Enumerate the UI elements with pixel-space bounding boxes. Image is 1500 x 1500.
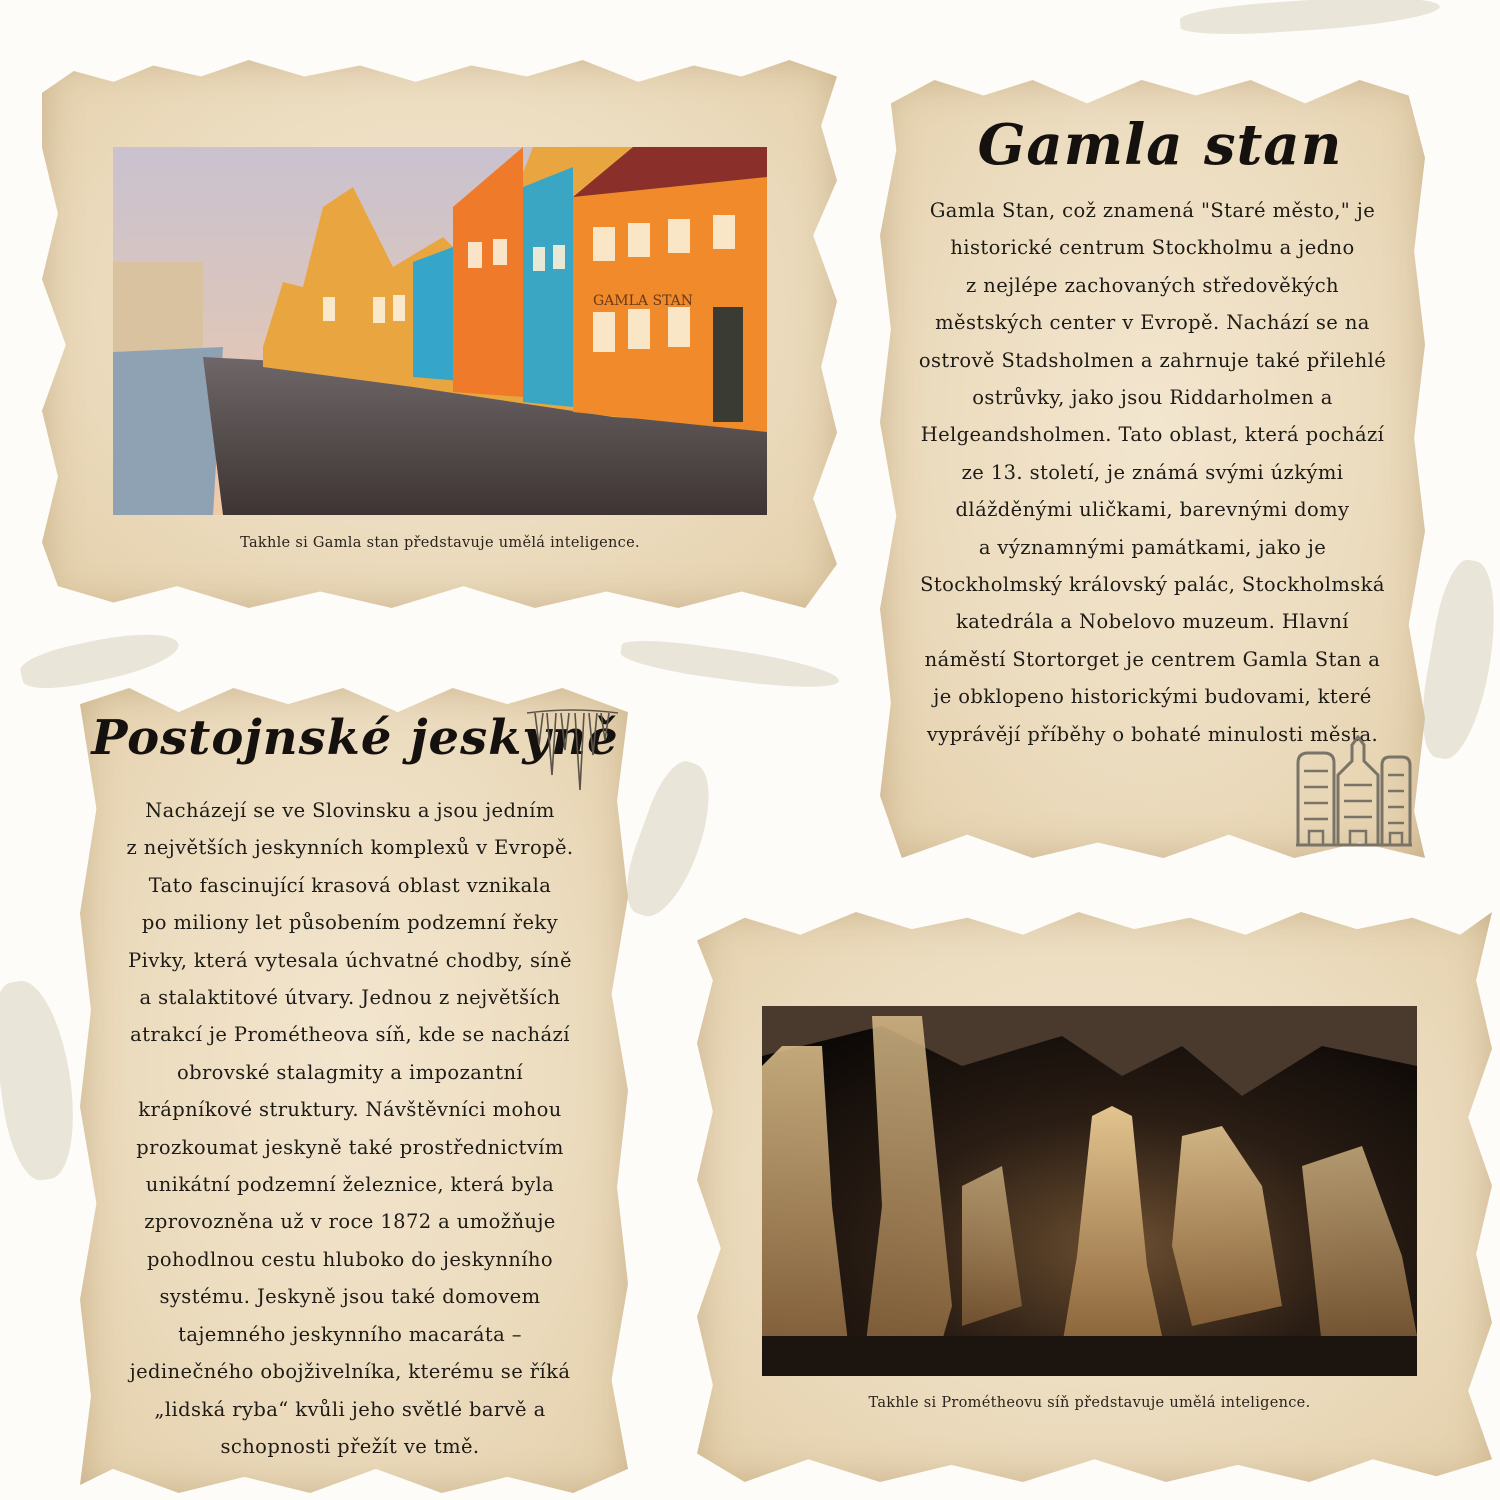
grunge-spot [619, 635, 841, 695]
text-line: krápníkové struktury. Návštěvníci mohou [138, 1098, 562, 1122]
gamla-stan-sign: GAMLA STAN [593, 293, 694, 309]
postojna-description [90, 792, 610, 1465]
text-line: je obklopeno historickými budovami, které [933, 685, 1372, 709]
text-line: městských center v Evropě. Nachází se na [935, 311, 1370, 335]
text-line: schopnosti přežít ve tmě. [220, 1434, 480, 1458]
text-line: Tato fascinující krasová oblast vznikala [148, 873, 552, 897]
text-line: Helgeandsholmen. Tato oblast, která pochází [920, 423, 1385, 447]
text-line: obrovské stalagmity a impozantní [176, 1060, 524, 1084]
grunge-spot [1179, 0, 1440, 39]
text-line: vyprávějí příběhy o bohaté minulosti města. [926, 722, 1379, 746]
text-line: Pivky, která vytesala úchvatné chodby, síně [128, 948, 572, 972]
text-line: z největších jeskynních komplexů v Evropě. [126, 836, 574, 860]
text-line: Nacházejí se ve Slovinsku a jsou jedním [145, 799, 555, 822]
text-line: a významnými památkami, jako je [978, 535, 1327, 559]
text-line: tajemného jeskynního macaráta – [178, 1322, 522, 1346]
text-line: unikátní podzemní železnice, která byla [145, 1173, 555, 1197]
text-line: atrakcí je Prométheova síň, kde se nachází [130, 1023, 570, 1047]
grunge-spot [1413, 556, 1500, 763]
text-line: ze 13. století, je známá svými úzkými [961, 460, 1344, 484]
gamla-stan-caption: Takhle si Gamla stan představuje umělá inteligence. [240, 535, 640, 551]
postojna-caption: Takhle si Prométheovu síň představuje umělá inteligence. [868, 1395, 1311, 1411]
text-line: z nejlépe zachovaných středověkých [965, 273, 1340, 297]
text-line: katedrála a Nobelovo muzeum. Hlavní [956, 610, 1349, 634]
text-line: a stalaktitové útvary. Jednou z největších [139, 986, 561, 1010]
postojna-cave-photo [762, 1006, 1417, 1376]
text-line: ostrově Stadsholmen a zahrnuje také přilehlé [918, 348, 1387, 372]
text-line: systému. Jeskyně jsou také domovem [159, 1285, 541, 1309]
stalactites-icon [525, 705, 620, 795]
gamla-stan-title: Gamla stan [977, 112, 1343, 178]
text-line: „lidská ryba“ kvůli jeho světlé barvě a [154, 1397, 546, 1421]
text-line: po miliony let působením podzemní řeky [141, 911, 559, 935]
text-line: dlážděnými uličkami, barevnými domy [955, 498, 1350, 522]
gamla-stan-description [890, 192, 1415, 753]
text-line: Gamla Stan, což znamená "Staré město," je [929, 199, 1376, 222]
text-line: Stockholmský královský palác, Stockholmská [920, 573, 1385, 597]
old-buildings-icon [1294, 735, 1414, 850]
gamla-stan-photo [113, 147, 767, 515]
text-line: zprovozněna už v roce 1872 a umožňuje [144, 1210, 556, 1234]
text-line: jedinečného obojživelníka, kterému se říká [129, 1360, 571, 1384]
grunge-spot [614, 755, 725, 926]
text-line: prozkoumat jeskyně také prostřednictvím [136, 1135, 564, 1159]
text-line: pohodlnou cestu hluboko do jeskynního [147, 1247, 553, 1271]
grunge-spot [0, 976, 84, 1184]
postojna-title: Postojnské jeskyně [91, 710, 619, 766]
text-line: historické centrum Stockholmu a jedno [950, 236, 1355, 260]
text-line: náměstí Stortorget je centrem Gamla Stan a [924, 647, 1381, 671]
grunge-spot [18, 624, 183, 696]
text-line: ostrůvky, jako jsou Riddarholmen a [972, 386, 1333, 410]
